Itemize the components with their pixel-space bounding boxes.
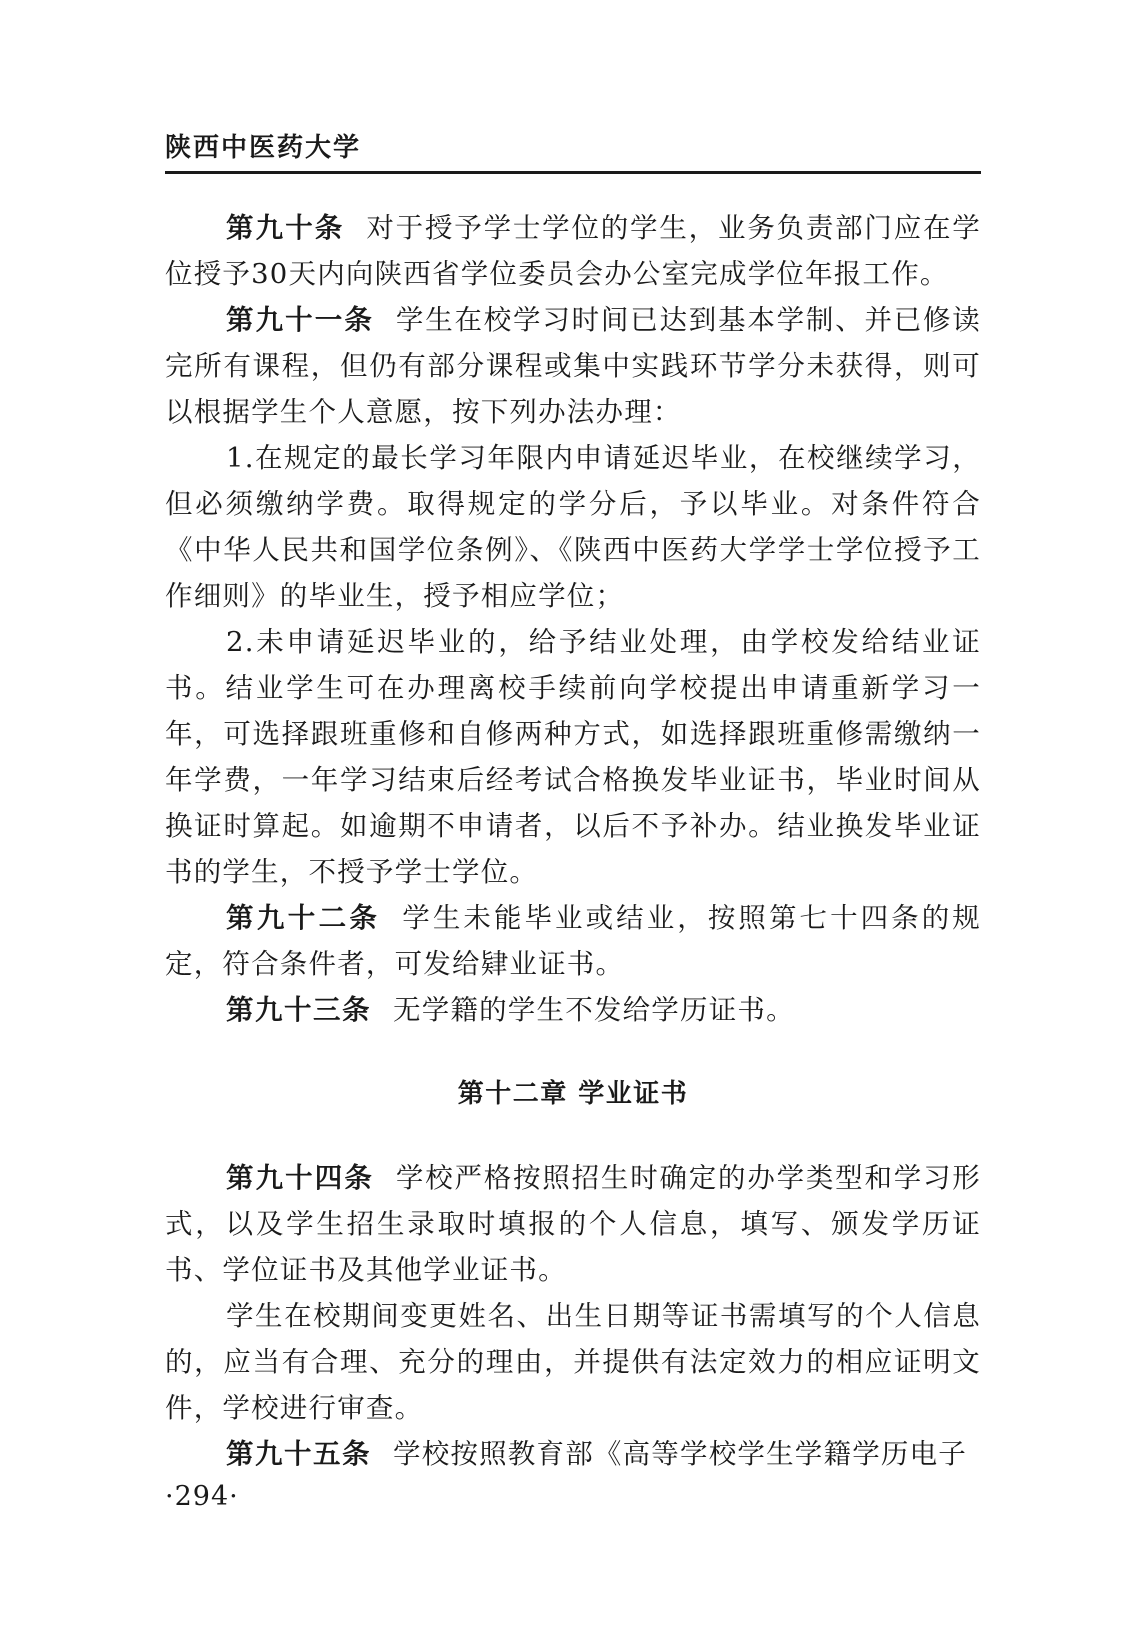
- regulation-body: [165, 205, 981, 1477]
- article-text: 学校按照教育部《高等学校学生学籍学历电子: [393, 1438, 967, 1470]
- university-name: 陕西中医药大学: [165, 133, 362, 163]
- article-91-item-2: [165, 619, 981, 895]
- article-text: 学生在校学习时间已达到基本学制、并已修读完所有课程，但仍有部分课程或集中实践环节学分未获得，则可以根据学生个人意愿，按下列办法办理：: [165, 304, 982, 428]
- item-text: 1.在规定的最长学习年限内申请延迟毕业，在校继续学习，但必须缴纳学费。取得规定的学分后，予以毕业。对条件符合《中华人民共和国学位条例》、《陕西中医药大学学士学位授予工作细则》的毕业生，授予相应学位；: [165, 442, 981, 612]
- article-number: 第九十一条: [226, 304, 374, 336]
- article-text: 学校严格按照招生时确定的办学类型和学习形式，以及学生招生录取时填报的个人信息，填写、颁发学历证书、学位证书及其他学业证书。: [165, 1162, 982, 1286]
- article-text: 学生未能毕业或结业，按照第七十四条的规定，符合条件者，可发给肄业证书。: [165, 902, 981, 980]
- article-91: [165, 297, 981, 435]
- article-text: 无学籍的学生不发给学历证书。: [393, 994, 795, 1026]
- running-head: [165, 131, 981, 174]
- article-text: 对于授予学士学位的学生，业务负责部门应在学位授予30天内向陕西省学位委员会办公室完成学位年报工作。: [165, 212, 982, 290]
- article-94-paragraph-2: [165, 1293, 981, 1431]
- article-number: 第九十五条: [226, 1438, 371, 1470]
- article-number: 第九十三条: [226, 994, 371, 1026]
- paragraph-text: 学生在校期间变更姓名、出生日期等证书需填写的个人信息的，应当有合理、充分的理由，并提供有法定效力的相应证明文件，学校进行审查。: [165, 1300, 981, 1424]
- article-number: 第九十二条: [226, 902, 381, 934]
- article-91-item-1: [165, 435, 981, 619]
- article-number: 第九十四条: [226, 1162, 374, 1194]
- chapter-heading: 第十二章 学业证书: [457, 1079, 689, 1109]
- page-number: ·294·: [165, 1481, 239, 1512]
- article-92: [165, 895, 981, 987]
- article-93: [165, 987, 981, 1033]
- book-page: [165, 0, 981, 1646]
- article-94: [165, 1155, 981, 1293]
- article-90: [165, 205, 981, 297]
- article-95: [165, 1431, 981, 1477]
- item-text: 2.未申请延迟毕业的，给予结业处理，由学校发给结业证书。结业学生可在办理离校手续前向学校提出申请重新学习一年，可选择跟班重修和自修两种方式，如选择跟班重修需缴纳一年学费，一年学习结束后经考试合格换发毕业证书，毕业时间从换证时算起。如逾期不申请者，以后不予补办。结业换发毕业证书的学生，不授予学士学位。: [165, 626, 981, 888]
- article-number: 第九十条: [226, 212, 345, 244]
